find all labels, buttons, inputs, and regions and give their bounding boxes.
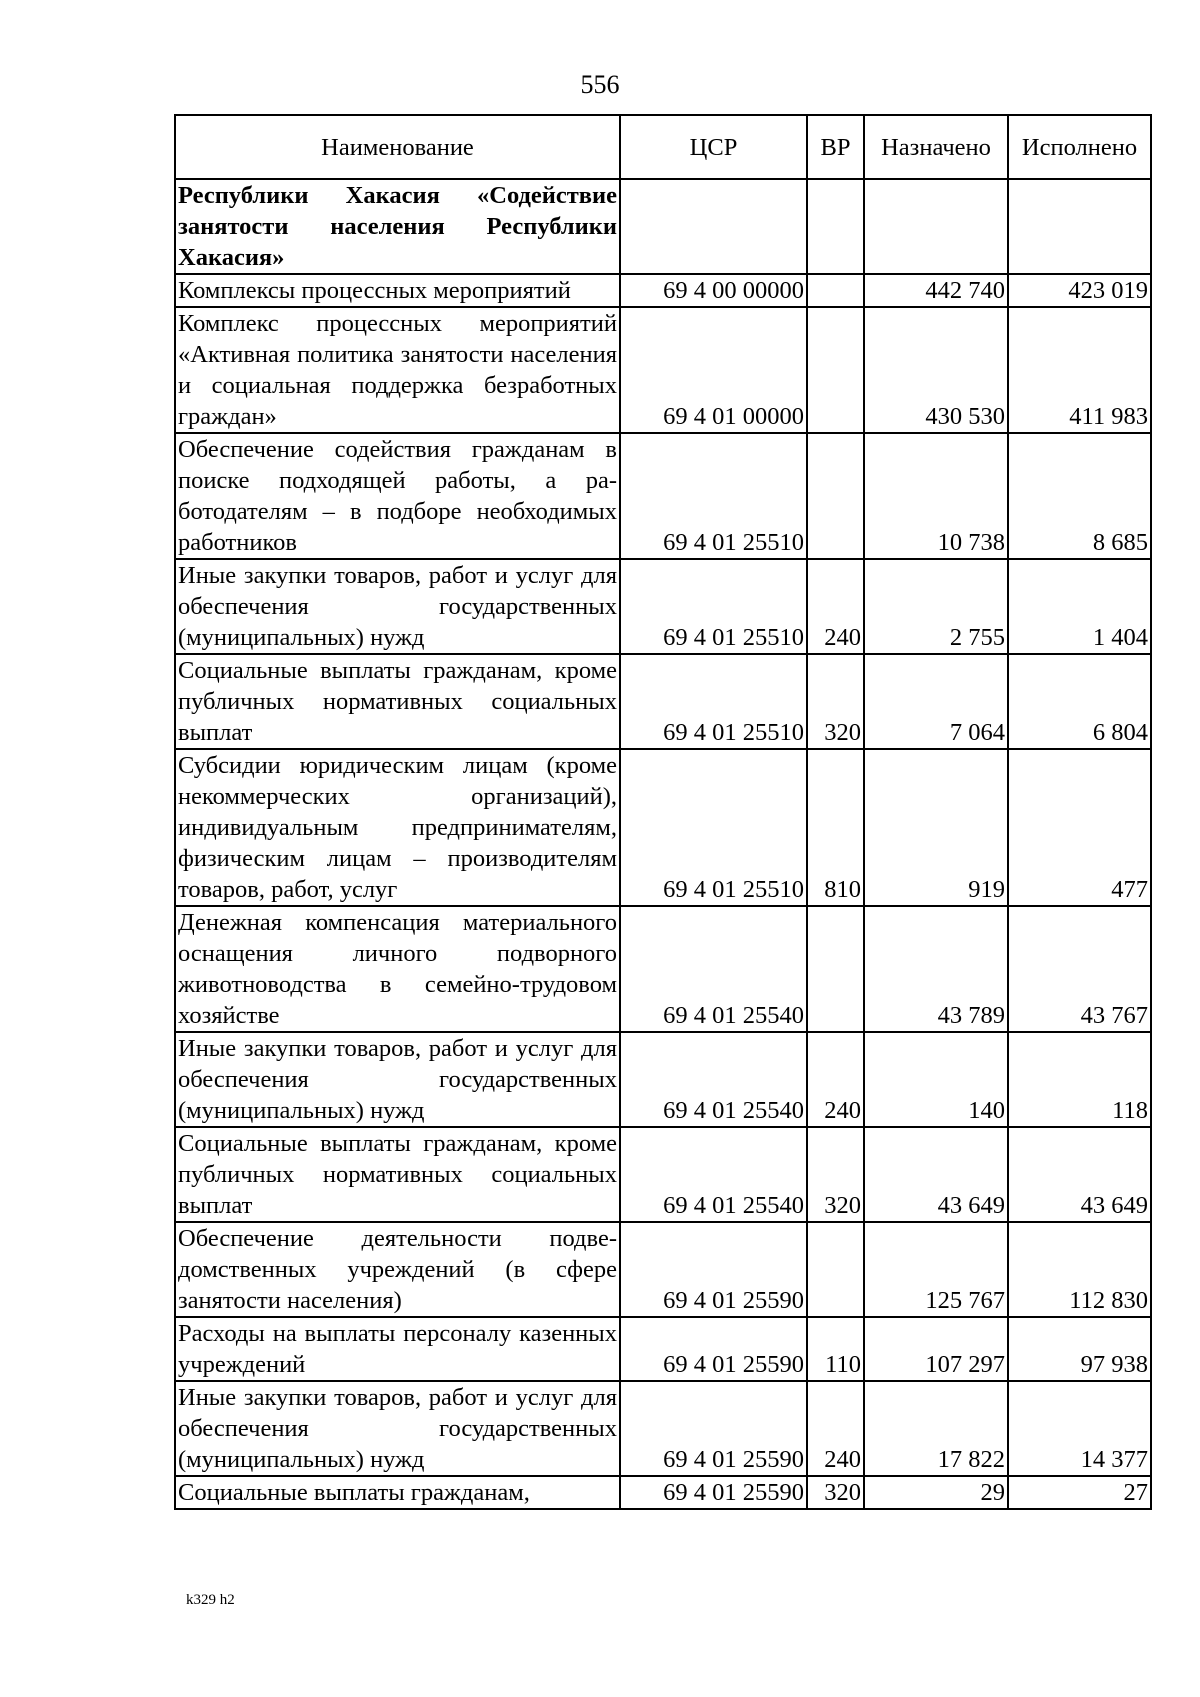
row-vr-cell: 320 xyxy=(807,654,864,749)
row-name-cell: Иные закупки товаров, работ и услуг для обеспечения государственных (муниципальных) нужд xyxy=(175,559,620,654)
row-name-cell: Обеспечение деятельности подведомственных учреждений (в сфере занятости населения) xyxy=(175,1222,620,1317)
row-vr-cell xyxy=(807,274,864,307)
row-vr-cell: 320 xyxy=(807,1476,864,1509)
row-csr-cell: 69 4 01 25540 xyxy=(620,906,807,1032)
row-csr-cell xyxy=(620,179,807,274)
row-planned-cell: 919 xyxy=(864,749,1008,906)
table-row xyxy=(175,433,1151,559)
table-row xyxy=(175,179,1151,274)
row-planned-cell: 43 789 xyxy=(864,906,1008,1032)
row-vr-cell: 240 xyxy=(807,1032,864,1127)
row-executed-cell: 1 404 xyxy=(1008,559,1151,654)
row-csr-cell: 69 4 01 00000 xyxy=(620,307,807,433)
row-planned-cell: 29 xyxy=(864,1476,1008,1509)
table-row xyxy=(175,1127,1151,1222)
row-planned-cell xyxy=(864,179,1008,274)
table-row xyxy=(175,1381,1151,1476)
row-planned-cell: 43 649 xyxy=(864,1127,1008,1222)
row-executed-cell: 14 377 xyxy=(1008,1381,1151,1476)
header-planned: Назначено xyxy=(864,115,1008,179)
table-row xyxy=(175,1317,1151,1381)
row-executed-cell: 8 685 xyxy=(1008,433,1151,559)
row-name-cell: Социальные выплаты гражданам, xyxy=(175,1476,620,1509)
header-vr: ВР xyxy=(807,115,864,179)
row-vr-cell xyxy=(807,1222,864,1317)
row-vr-cell xyxy=(807,179,864,274)
table-row xyxy=(175,906,1151,1032)
row-vr-cell: 320 xyxy=(807,1127,864,1222)
row-csr-cell: 69 4 01 25590 xyxy=(620,1476,807,1509)
row-planned-cell: 430 530 xyxy=(864,307,1008,433)
row-name-cell: Иные закупки товаров, работ и услуг для обеспечения государственных (муниципальных) нужд xyxy=(175,1381,620,1476)
row-csr-cell: 69 4 01 25510 xyxy=(620,654,807,749)
table-row xyxy=(175,559,1151,654)
row-executed-cell: 477 xyxy=(1008,749,1151,906)
table-row xyxy=(175,1222,1151,1317)
header-csr: ЦСР xyxy=(620,115,807,179)
row-executed-cell: 118 xyxy=(1008,1032,1151,1127)
row-planned-cell: 442 740 xyxy=(864,274,1008,307)
row-vr-cell: 240 xyxy=(807,559,864,654)
row-name-cell: Социальные выплаты гражданам, кроме публичных нормативных социальных выплат xyxy=(175,1127,620,1222)
row-csr-cell: 69 4 01 25510 xyxy=(620,559,807,654)
row-planned-cell: 107 297 xyxy=(864,1317,1008,1381)
table-row xyxy=(175,654,1151,749)
row-name-cell: Комплекс процессных мероприятий «Активная политика занятости населения и социальная поддержка безработных граждан» xyxy=(175,307,620,433)
row-csr-cell: 69 4 01 25510 xyxy=(620,749,807,906)
row-executed-cell xyxy=(1008,179,1151,274)
table-header-row xyxy=(175,115,1151,179)
row-csr-cell: 69 4 01 25590 xyxy=(620,1317,807,1381)
table-row xyxy=(175,307,1151,433)
row-executed-cell: 43 767 xyxy=(1008,906,1151,1032)
table-row xyxy=(175,274,1151,307)
row-planned-cell: 2 755 xyxy=(864,559,1008,654)
header-executed: Исполнено xyxy=(1008,115,1151,179)
header-name: Наименование xyxy=(175,115,620,179)
row-executed-cell: 423 019 xyxy=(1008,274,1151,307)
row-name-cell: Комплексы процессных мероприятий xyxy=(175,274,620,307)
row-csr-cell: 69 4 00 00000 xyxy=(620,274,807,307)
row-csr-cell: 69 4 01 25510 xyxy=(620,433,807,559)
footer-code: k329 h2 xyxy=(186,1592,235,1608)
row-name-cell: Субсидии юридическим лицам (кроме некоммерческих организаций), индивидуальным предпринимателям, физическим лицам – производителям товаров, работ, услуг xyxy=(175,749,620,906)
row-executed-cell: 43 649 xyxy=(1008,1127,1151,1222)
row-executed-cell: 411 983 xyxy=(1008,307,1151,433)
row-name-cell: Расходы на выплаты персоналу казенных учреждений xyxy=(175,1317,620,1381)
page-number: 556 xyxy=(580,70,620,99)
row-planned-cell: 17 822 xyxy=(864,1381,1008,1476)
row-name-cell: Обеспечение содействия гражданам в поиске подходящей работы, а работодателям – в подборе необходимых работников xyxy=(175,433,620,559)
row-name-cell: Социальные выплаты гражданам, кроме публичных нормативных социальных выплат xyxy=(175,654,620,749)
row-vr-cell: 240 xyxy=(807,1381,864,1476)
row-planned-cell: 7 064 xyxy=(864,654,1008,749)
row-csr-cell: 69 4 01 25540 xyxy=(620,1127,807,1222)
row-csr-cell: 69 4 01 25540 xyxy=(620,1032,807,1127)
row-planned-cell: 125 767 xyxy=(864,1222,1008,1317)
row-vr-cell xyxy=(807,433,864,559)
table-row xyxy=(175,1032,1151,1127)
row-executed-cell: 97 938 xyxy=(1008,1317,1151,1381)
row-planned-cell: 140 xyxy=(864,1032,1008,1127)
row-name-cell: Денежная компенсация материального оснащения личного подворного животноводства в семейно-трудовом хозяйстве xyxy=(175,906,620,1032)
row-vr-cell: 110 xyxy=(807,1317,864,1381)
row-executed-cell: 6 804 xyxy=(1008,654,1151,749)
row-executed-cell: 112 830 xyxy=(1008,1222,1151,1317)
table-row xyxy=(175,749,1151,906)
row-planned-cell: 10 738 xyxy=(864,433,1008,559)
row-vr-cell xyxy=(807,307,864,433)
row-vr-cell: 810 xyxy=(807,749,864,906)
budget-table xyxy=(174,114,1152,1510)
table-row xyxy=(175,1476,1151,1509)
row-name-cell: Республики Хакасия «Содействие занятости населения Республики Хакасия» xyxy=(175,179,620,274)
row-executed-cell: 27 xyxy=(1008,1476,1151,1509)
row-csr-cell: 69 4 01 25590 xyxy=(620,1381,807,1476)
row-vr-cell xyxy=(807,906,864,1032)
row-name-cell: Иные закупки товаров, работ и услуг для обеспечения государственных (муниципальных) нужд xyxy=(175,1032,620,1127)
row-csr-cell: 69 4 01 25590 xyxy=(620,1222,807,1317)
